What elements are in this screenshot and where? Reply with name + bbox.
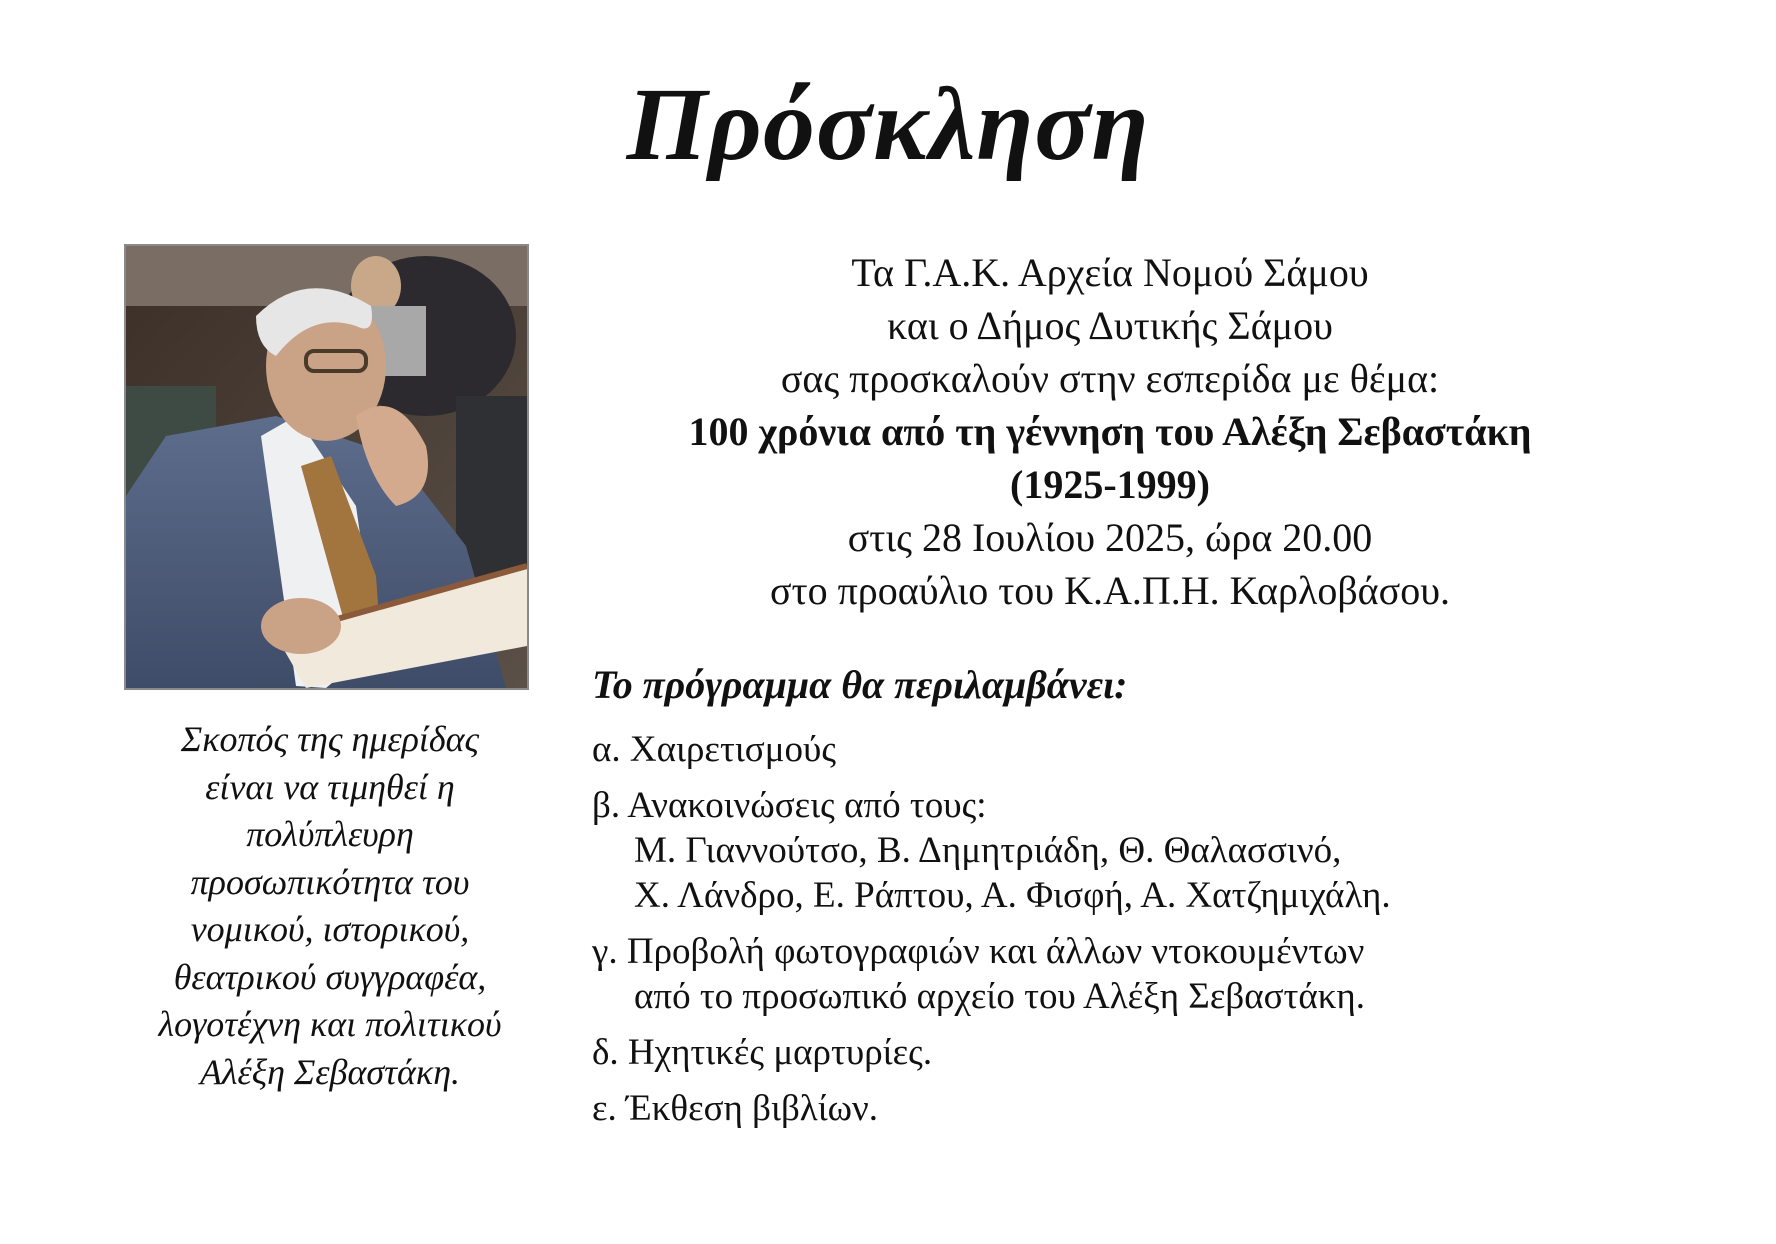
caption-line: Σκοπός της ημερίδας <box>180 719 480 759</box>
program-item-line: γ. Προβολή φωτογραφιών και άλλων ντοκουμέντων <box>592 931 1365 972</box>
program-item <box>592 929 1692 1019</box>
caption-line: Αλέξη Σεβαστάκη. <box>199 1051 461 1092</box>
program-item <box>592 727 1692 772</box>
purpose-caption <box>110 716 550 1096</box>
program-item-line: ε. Έκθεση βιβλίων. <box>592 1088 878 1129</box>
caption-line: θεατρικού συγγραφέα, <box>173 956 487 997</box>
program-list <box>592 727 1692 1142</box>
program-heading: Το πρόγραμμα θα περιλαμβάνει: <box>592 662 1128 707</box>
program-item-line: από το προσωπικό αρχείο του Αλέξη Σεβαστάκη. <box>634 976 1366 1017</box>
organizer-line-2: και ο Δήμος Δυτικής Σάμου <box>887 303 1333 348</box>
portrait-image <box>126 246 527 688</box>
program-item <box>592 1030 1692 1075</box>
program-item-line: Μ. Γιαννούτσο, Β. Δημητριάδη, Θ. Θαλασσινό, <box>634 830 1342 871</box>
program-item-line: β. Ανακοινώσεις από τους: <box>592 785 987 826</box>
organizer-line: Τα Γ.Α.Κ. Αρχεία Νομού Σάμου <box>851 250 1369 295</box>
event-years: (1925-1999) <box>1010 462 1210 507</box>
caption-line: λογοτέχνη και πολιτικού <box>158 1004 502 1044</box>
event-theme: 100 χρόνια από τη γέννηση του Αλέξη Σεβαστάκη <box>688 409 1532 454</box>
program-item <box>592 1086 1692 1131</box>
caption-line: είναι να τιμηθεί η <box>205 766 455 807</box>
page-title: Πρόσκληση <box>626 67 1150 182</box>
program-item <box>592 783 1692 918</box>
invitation-text <box>560 246 1660 617</box>
caption-line: πολύπλευρη <box>246 814 414 854</box>
program-item-line: α. Χαιρετισμούς <box>592 729 837 770</box>
invite-line: σας προσκαλούν στην εσπερίδα με θέμα: <box>780 356 1440 401</box>
event-date: στις 28 Ιουλίου 2025, ώρα 20.00 <box>847 515 1373 560</box>
portrait-photo <box>124 244 529 690</box>
program-item-line: δ. Ηχητικές μαρτυρίες. <box>592 1032 933 1073</box>
program-item-line: Χ. Λάνδρο, Ε. Ράπτου, Α. Φισφή, Α. Χατζημιχάλη. <box>634 875 1391 916</box>
caption-line: νομικού, ιστορικού, <box>190 909 470 949</box>
event-place: στο προαύλιο του Κ.Α.Π.Η. Καρλοβάσου. <box>769 568 1451 613</box>
caption-line: προσωπικότητα του <box>190 861 470 902</box>
